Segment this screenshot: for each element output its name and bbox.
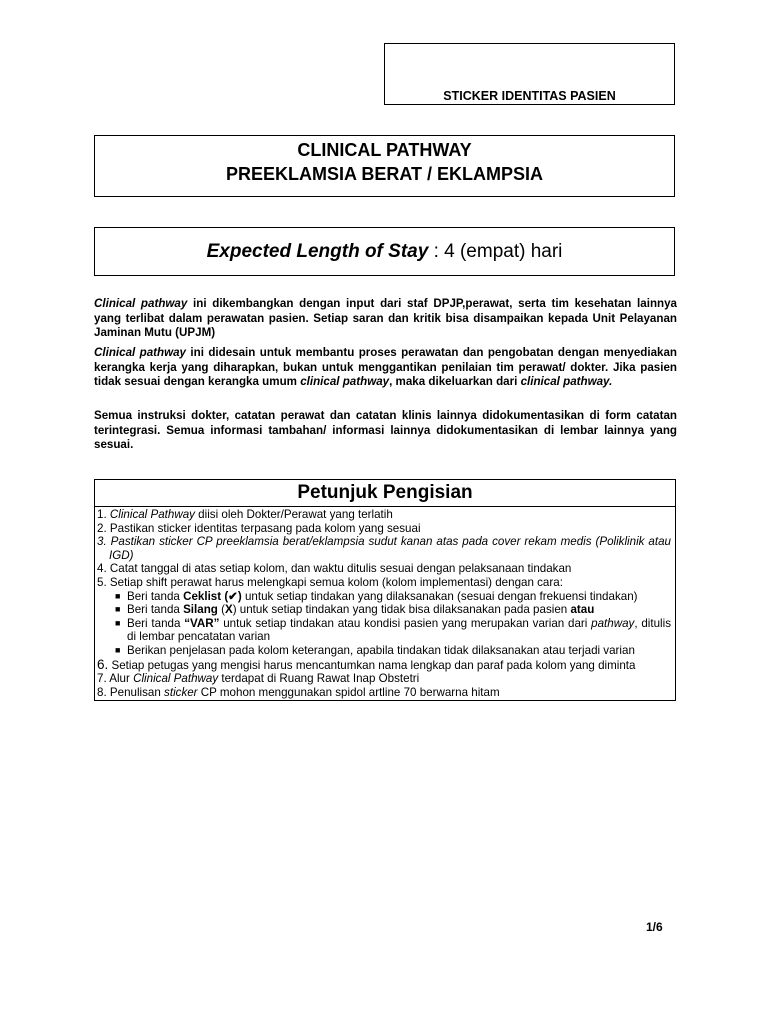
intro-paragraph-1: Clinical pathway ini dikembangkan dengan input dari staf DPJP,perawat, serta tim kesehatan lainnya yang terlibat dalam perawatan pasien. Setiap saran dan kritik bisa disampaikan kepada Unit Pelayanan Jaminan Mutu (UPJM) [94, 297, 677, 340]
instructions-title: Petunjuk Pengisian [95, 480, 675, 507]
bullet-icon: ■ [115, 644, 121, 655]
patient-sticker-box [384, 43, 675, 105]
document-title: CLINICAL PATHWAY [297, 140, 472, 160]
intro-paragraph-3: Semua instruksi dokter, catatan perawat dan catatan klinis lainnya didokumentasikan di form catatan terintegrasi. Semua informasi tambahan/ informasi lainnya didokumentasikan di lembar lainnya yang sesuai. [94, 409, 677, 452]
instruction-item: 5. Setiap shift perawat harus melengkapi semua kolom (kolom implementasi) dengan cara: [97, 575, 563, 589]
instructions-box [94, 479, 676, 701]
sticker-label: STICKER IDENTITAS PASIEN [443, 89, 616, 103]
bullet-icon: ■ [115, 604, 121, 615]
los-label: Expected Length of Stay [206, 241, 429, 262]
instruction-item: 7. Alur Clinical Pathway terdapat di Ruang Rawat Inap Obstetri [97, 672, 420, 686]
bullet-icon: ■ [115, 590, 121, 601]
document-subtitle: PREEKLAMSIA BERAT / EKLAMPSIA [225, 164, 543, 184]
instruction-item: 1. Clinical Pathway diisi oleh Dokter/Perawat yang terlatih [97, 508, 393, 521]
instruction-item: 8. Penulisan sticker CP mohon menggunakan spidol artline 70 berwarna hitam [97, 685, 500, 699]
instruction-item: 2. Pastikan sticker identitas terpasang pada kolom yang sesuai [97, 521, 421, 535]
title-box [94, 135, 675, 197]
instruction-bullet: ■ Beri tanda Ceklist (✔) untuk setiap tindakan yang dilaksanakan (sesuai dengan frekuensi tindakan) [115, 589, 638, 603]
instruction-bullet: ■ Beri tanda Silang (X) untuk setiap tindakan yang tidak bisa dilaksanakan pada pasien atau [115, 603, 595, 617]
instruction-item: 6. Setiap petugas yang mengisi harus mencantumkan nama lengkap dan paraf pada kolom yang diminta [97, 656, 636, 672]
instructions-list [95, 507, 675, 700]
instruction-bullet: ■ Beri tanda “VAR” untuk setiap tindakan atau kondisi pasien yang merupakan varian dari pathway, ditulis di lembar pencatatan varian [115, 616, 671, 644]
bullet-icon: ■ [115, 617, 121, 628]
instruction-bullet: ■ Berikan penjelasan pada kolom keterangan, apabila tindakan tidak dilaksanakan atau terjadi varian [115, 643, 635, 657]
instruction-item: 4. Catat tanggal di atas setiap kolom, dan waktu ditulis sesuai dengan pelaksanaan tindakan [97, 562, 572, 576]
length-of-stay-box [94, 227, 675, 276]
instruction-item: 3. Pastikan sticker CP preeklamsia berat/eklampsia sudut kanan atas pada cover rekam medis (Poliklinik atau IGD) [97, 535, 671, 562]
intro-paragraph-2: Clinical pathway ini didesain untuk membantu proses perawatan dan pengobatan dengan menyediakan kerangka kerja yang diharapkan, bukan untuk menggantikan penilaian tim perawat/ dokter. Jika pasien tidak sesuai dengan kerangka umum clinical pathway, maka dikeluarkan dari clinical pathway. [94, 346, 677, 389]
page-number: 1/6 [646, 920, 663, 934]
los-value: : 4 (empat) hari [428, 241, 563, 262]
